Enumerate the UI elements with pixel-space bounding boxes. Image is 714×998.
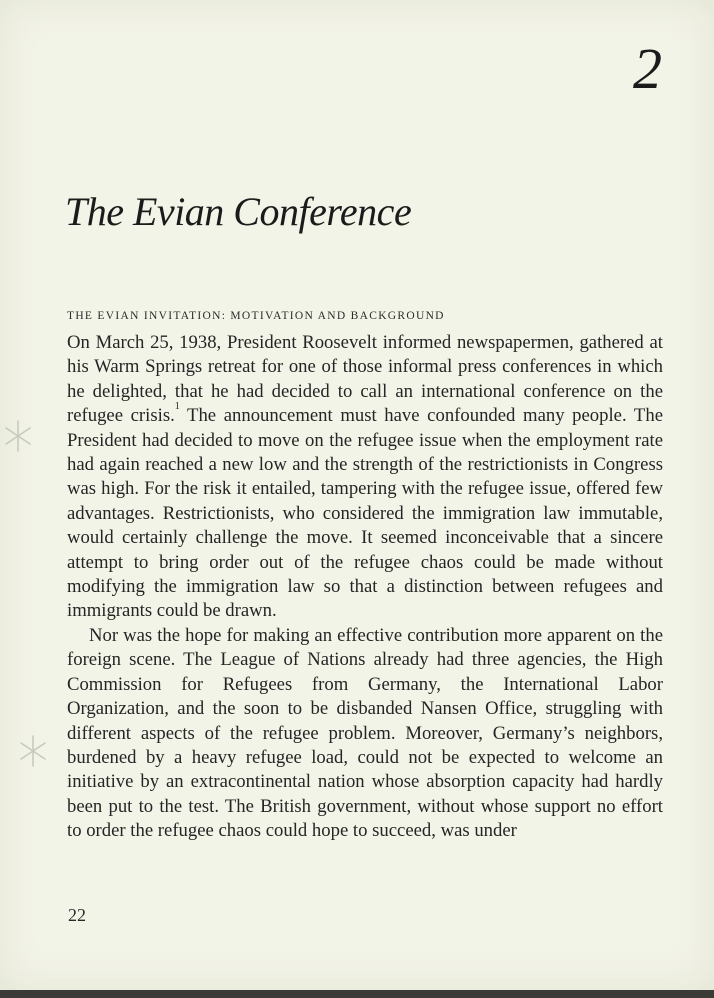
paragraph-2: Nor was the hope for making an effective contribution more apparent on the foreign scene. The League of Nations already had three agencies, the High Commission for Refugees from Germany, the International Labor Organization, and the soon to be disbanded Nansen Office, struggling with different aspects of the refugee problem. Moreover, Germany’s neighbors, burdened by a heavy refugee load, could not be expected to welcome an initiative by an extracontinental nation whose absorption capacity had hardly been put to the test. The British government, without whose support no effort to order the refugee chaos could hope to succeed, was under [67,624,663,842]
body-text [67,331,663,844]
paragraph-1 [67,331,663,624]
section-heading: THE EVIAN INVITATION: MOTIVATION AND BACKGROUND [67,310,445,322]
chapter-title: The Evian Conference [65,189,412,234]
chapter-number: 2 [633,36,662,101]
page-number: 22 [68,905,86,925]
footnote-marker: 1 [174,401,180,413]
paragraph-1-text: On March 25, 1938, President Roosevelt informed newspapermen, gathered at his Warm Springs retreat for one of those informal press conferences in which he delighted, that he had decided to call an international conference on the refugee crisis. [67,332,663,427]
paragraph-1-text-continued: The announcement must have confounded many people. The President had decided to move on the refugee issue when the employment rate had again reached a new low and the strength of the restrictionists in Congress was high. For the risk it entailed, tampering with the refugee issue, offered few advantages. Restrictionists, who considered the immigration law immutable, would certainly challenge the move. It seemed inconceivable that a sincere attempt to bring order out of the refugee chaos could be made without modifying the immigration law so that a distinction between refugees and immigrants could be drawn. [67,405,663,622]
asterisk-mark-icon [18,733,48,769]
asterisk-mark-icon [3,418,33,454]
